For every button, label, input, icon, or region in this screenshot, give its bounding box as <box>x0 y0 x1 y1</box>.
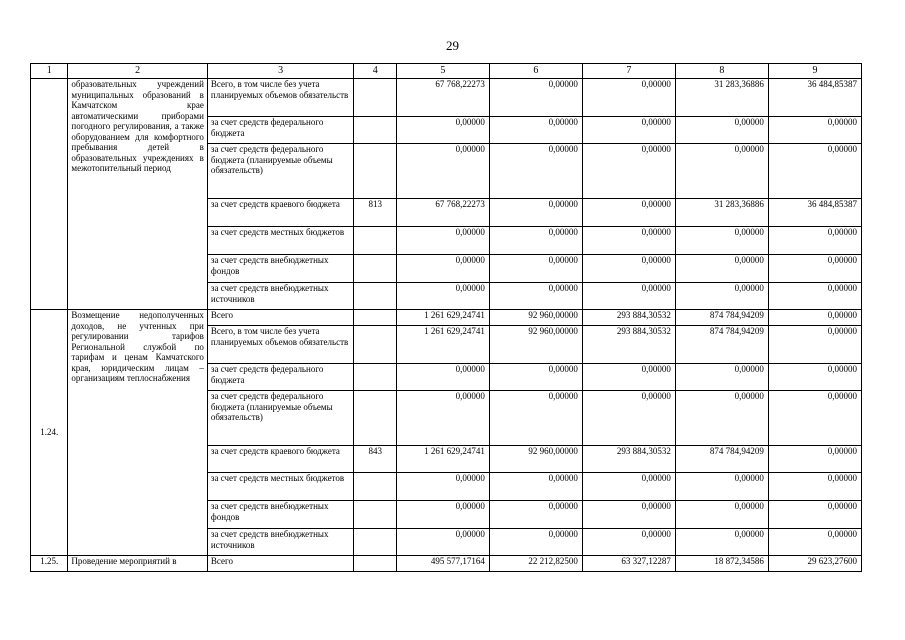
value-cell: 92 960,00000 <box>489 310 582 326</box>
code-cell <box>354 556 396 572</box>
value-cell: 0,00000 <box>396 364 489 391</box>
code-cell <box>354 473 396 501</box>
value-cell: 0,00000 <box>489 144 582 199</box>
code-cell <box>354 79 396 117</box>
value-cell: 0,00000 <box>768 446 861 473</box>
value-cell: 92 960,00000 <box>489 446 582 473</box>
header-cell: 2 <box>68 64 208 79</box>
value-cell: 0,00000 <box>489 117 582 144</box>
value-cell: 0,00000 <box>675 255 768 283</box>
value-cell: 36 484,85387 <box>768 79 861 117</box>
code-cell <box>354 144 396 199</box>
value-cell: 0,00000 <box>396 255 489 283</box>
header-cell: 9 <box>768 64 861 79</box>
value-cell: 0,00000 <box>396 227 489 255</box>
row-index: 1.24. <box>31 310 68 556</box>
value-cell: 0,00000 <box>582 255 675 283</box>
value-cell: 0,00000 <box>675 144 768 199</box>
value-cell: 0,00000 <box>675 529 768 556</box>
source-cell: за счет средств федерального бюджета (планируемые объемы обязательств) <box>207 391 354 446</box>
value-cell: 63 327,12287 <box>582 556 675 572</box>
value-cell: 0,00000 <box>582 117 675 144</box>
code-cell <box>354 391 396 446</box>
value-cell: 0,00000 <box>396 529 489 556</box>
source-cell: за счет средств внебюджетных источников <box>207 529 354 556</box>
header-cell: 3 <box>207 64 354 79</box>
value-cell: 0,00000 <box>768 473 861 501</box>
value-cell: 0,00000 <box>768 310 861 326</box>
source-cell: за счет средств внебюджетных фондов <box>207 501 354 529</box>
value-cell: 31 283,36886 <box>675 199 768 227</box>
code-cell: 813 <box>354 199 396 227</box>
value-cell: 874 784,94209 <box>675 446 768 473</box>
value-cell: 0,00000 <box>582 144 675 199</box>
code-cell <box>354 529 396 556</box>
value-cell: 0,00000 <box>489 391 582 446</box>
value-cell: 0,00000 <box>768 144 861 199</box>
value-cell: 1 261 629,24741 <box>396 310 489 326</box>
value-cell: 0,00000 <box>768 255 861 283</box>
value-cell: 1 261 629,24741 <box>396 446 489 473</box>
table-row <box>31 310 862 326</box>
value-cell: 0,00000 <box>582 364 675 391</box>
row-description: Возмещение недополученных доходов, не учтенных при регулировании тарифов Региональной службой по тарифам и ценам Камчатского края, юридическим лицам – организациям теплоснабжения <box>68 310 208 556</box>
value-cell: 92 960,00000 <box>489 326 582 364</box>
value-cell: 0,00000 <box>489 227 582 255</box>
source-cell: Всего <box>207 310 354 326</box>
value-cell: 0,00000 <box>396 501 489 529</box>
source-cell: за счет средств краевого бюджета <box>207 199 354 227</box>
value-cell: 0,00000 <box>675 117 768 144</box>
value-cell: 0,00000 <box>582 391 675 446</box>
value-cell: 0,00000 <box>489 79 582 117</box>
header-cell: 4 <box>354 64 396 79</box>
value-cell: 0,00000 <box>768 529 861 556</box>
header-row <box>31 64 862 79</box>
value-cell: 0,00000 <box>582 529 675 556</box>
value-cell: 0,00000 <box>768 326 861 364</box>
value-cell: 0,00000 <box>489 255 582 283</box>
code-cell <box>354 501 396 529</box>
value-cell: 0,00000 <box>489 364 582 391</box>
value-cell: 0,00000 <box>582 283 675 310</box>
table-row <box>31 79 862 117</box>
header-cell: 1 <box>31 64 68 79</box>
header-cell: 6 <box>489 64 582 79</box>
source-cell: Всего, в том числе без учета планируемых объемов обязательств <box>207 79 354 117</box>
value-cell: 22 212,82500 <box>489 556 582 572</box>
value-cell: 18 872,34586 <box>675 556 768 572</box>
value-cell: 0,00000 <box>768 283 861 310</box>
source-cell: Всего, в том числе без учета планируемых объемов обязательств <box>207 326 354 364</box>
value-cell: 0,00000 <box>768 227 861 255</box>
header-cell: 7 <box>582 64 675 79</box>
value-cell: 31 283,36886 <box>675 79 768 117</box>
row-index <box>31 79 68 310</box>
row-index: 1.25. <box>31 556 68 572</box>
value-cell: 0,00000 <box>396 473 489 501</box>
budget-table <box>30 63 862 572</box>
source-cell: Всего <box>207 556 354 572</box>
value-cell: 0,00000 <box>582 501 675 529</box>
value-cell: 0,00000 <box>675 501 768 529</box>
source-cell: за счет средств федерального бюджета <box>207 364 354 391</box>
value-cell: 1 261 629,24741 <box>396 326 489 364</box>
value-cell: 0,00000 <box>489 199 582 227</box>
value-cell: 495 577,17164 <box>396 556 489 572</box>
code-cell <box>354 364 396 391</box>
value-cell: 0,00000 <box>675 364 768 391</box>
source-cell: за счет средств федерального бюджета <box>207 117 354 144</box>
value-cell: 0,00000 <box>582 79 675 117</box>
value-cell: 0,00000 <box>675 283 768 310</box>
source-cell: за счет средств внебюджетных источников <box>207 283 354 310</box>
code-cell <box>354 117 396 144</box>
value-cell: 0,00000 <box>396 391 489 446</box>
value-cell: 0,00000 <box>489 473 582 501</box>
value-cell: 0,00000 <box>768 501 861 529</box>
value-cell: 0,00000 <box>675 227 768 255</box>
row-description: образовательных учреждений муниципальных образований в Камчатском крае автоматическими приборами погодного регулирования, а также оборудованием для комфортного пребывания детей в образовательных учреждениях в межотопительный период <box>68 79 208 310</box>
source-cell: за счет средств федерального бюджета (планируемые объемы обязательств) <box>207 144 354 199</box>
value-cell: 0,00000 <box>582 199 675 227</box>
code-cell <box>354 310 396 326</box>
value-cell: 293 884,30532 <box>582 310 675 326</box>
value-cell: 293 884,30532 <box>582 326 675 364</box>
value-cell: 293 884,30532 <box>582 446 675 473</box>
source-cell: за счет средств местных бюджетов <box>207 227 354 255</box>
value-cell: 0,00000 <box>675 473 768 501</box>
code-cell <box>354 255 396 283</box>
value-cell: 29 623,27600 <box>768 556 861 572</box>
table-row <box>31 556 862 572</box>
value-cell: 67 768,22273 <box>396 199 489 227</box>
value-cell: 0,00000 <box>675 391 768 446</box>
value-cell: 36 484,85387 <box>768 199 861 227</box>
row-description: Проведение мероприятий в <box>68 556 208 572</box>
value-cell: 874 784,94209 <box>675 310 768 326</box>
value-cell: 0,00000 <box>396 117 489 144</box>
value-cell: 874 784,94209 <box>675 326 768 364</box>
value-cell: 0,00000 <box>489 501 582 529</box>
value-cell: 0,00000 <box>582 227 675 255</box>
source-cell: за счет средств внебюджетных фондов <box>207 255 354 283</box>
value-cell: 0,00000 <box>396 144 489 199</box>
code-cell <box>354 283 396 310</box>
value-cell: 67 768,22273 <box>396 79 489 117</box>
value-cell: 0,00000 <box>489 283 582 310</box>
page-number: 29 <box>446 38 459 53</box>
code-cell <box>354 326 396 364</box>
value-cell: 0,00000 <box>489 529 582 556</box>
source-cell: за счет средств краевого бюджета <box>207 446 354 473</box>
value-cell: 0,00000 <box>768 391 861 446</box>
header-cell: 8 <box>675 64 768 79</box>
value-cell: 0,00000 <box>582 473 675 501</box>
code-cell: 843 <box>354 446 396 473</box>
source-cell: за счет средств местных бюджетов <box>207 473 354 501</box>
value-cell: 0,00000 <box>396 283 489 310</box>
header-cell: 5 <box>396 64 489 79</box>
value-cell: 0,00000 <box>768 364 861 391</box>
code-cell <box>354 227 396 255</box>
value-cell: 0,00000 <box>768 117 861 144</box>
